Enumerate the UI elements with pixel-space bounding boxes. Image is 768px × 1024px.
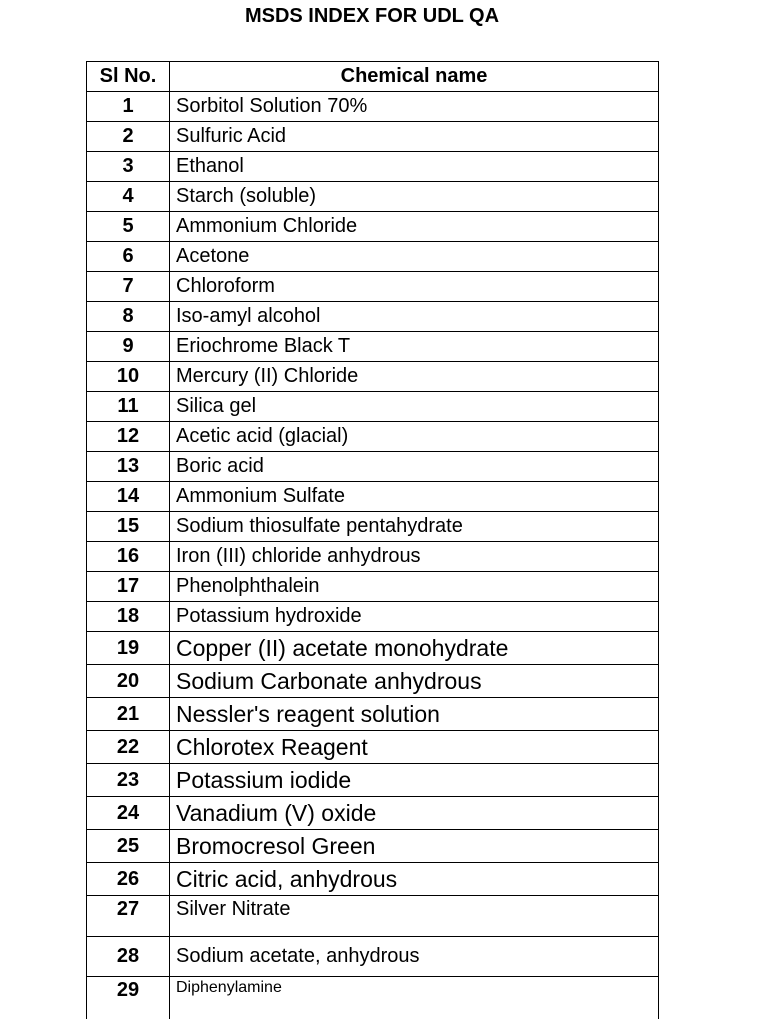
table-row bbox=[87, 937, 659, 977]
chemical-name: Ethanol bbox=[170, 152, 659, 182]
chemical-name: Mercury (II) Chloride bbox=[170, 362, 659, 392]
table-row bbox=[87, 977, 659, 1020]
chemical-name: Sorbitol Solution 70% bbox=[170, 92, 659, 122]
table-row bbox=[87, 302, 659, 332]
chemical-name: Chloroform bbox=[170, 272, 659, 302]
row-number: 1 bbox=[87, 92, 170, 122]
row-number: 11 bbox=[87, 392, 170, 422]
chemical-name: Sodium thiosulfate pentahydrate bbox=[170, 512, 659, 542]
row-number: 12 bbox=[87, 422, 170, 452]
row-number: 9 bbox=[87, 332, 170, 362]
table-row bbox=[87, 896, 659, 937]
row-number: 29 bbox=[87, 977, 170, 1020]
table-row bbox=[87, 542, 659, 572]
table-row bbox=[87, 698, 659, 731]
table-row bbox=[87, 242, 659, 272]
chemical-name: Potassium hydroxide bbox=[170, 602, 659, 632]
table-row bbox=[87, 512, 659, 542]
msds-index-table bbox=[86, 61, 659, 1019]
chemical-name: Silver Nitrate bbox=[170, 896, 659, 937]
table-row bbox=[87, 482, 659, 512]
chemical-name: Iron (III) chloride anhydrous bbox=[170, 542, 659, 572]
chemical-name: Acetic acid (glacial) bbox=[170, 422, 659, 452]
chemical-name: Starch (soluble) bbox=[170, 182, 659, 212]
chemical-name: Ammonium Sulfate bbox=[170, 482, 659, 512]
row-number: 3 bbox=[87, 152, 170, 182]
chemical-name: Nessler's reagent solution bbox=[170, 698, 659, 731]
chemical-name: Acetone bbox=[170, 242, 659, 272]
table-row bbox=[87, 830, 659, 863]
row-number: 13 bbox=[87, 452, 170, 482]
row-number: 28 bbox=[87, 937, 170, 977]
table-row bbox=[87, 272, 659, 302]
row-number: 24 bbox=[87, 797, 170, 830]
chemical-name: Eriochrome Black T bbox=[170, 332, 659, 362]
chemical-name: Sodium Carbonate anhydrous bbox=[170, 665, 659, 698]
page-title: MSDS INDEX FOR UDL QA bbox=[244, 5, 500, 27]
chemical-name: Iso-amyl alcohol bbox=[170, 302, 659, 332]
chemical-name: Citric acid, anhydrous bbox=[170, 863, 659, 896]
row-number: 17 bbox=[87, 572, 170, 602]
table-row bbox=[87, 422, 659, 452]
table-row bbox=[87, 152, 659, 182]
table-header-row bbox=[87, 62, 659, 92]
chemical-name: Potassium iodide bbox=[170, 764, 659, 797]
row-number: 27 bbox=[87, 896, 170, 937]
row-number: 15 bbox=[87, 512, 170, 542]
row-number: 26 bbox=[87, 863, 170, 896]
table-row bbox=[87, 392, 659, 422]
row-number: 4 bbox=[87, 182, 170, 212]
table-row bbox=[87, 212, 659, 242]
table-row bbox=[87, 863, 659, 896]
table-row bbox=[87, 92, 659, 122]
chemical-name: Phenolphthalein bbox=[170, 572, 659, 602]
row-number: 8 bbox=[87, 302, 170, 332]
table-row bbox=[87, 182, 659, 212]
chemical-name: Ammonium Chloride bbox=[170, 212, 659, 242]
row-number: 2 bbox=[87, 122, 170, 152]
sl-no-header: Sl No. bbox=[87, 62, 170, 92]
row-number: 6 bbox=[87, 242, 170, 272]
table-row bbox=[87, 632, 659, 665]
chemical-name: Chlorotex Reagent bbox=[170, 731, 659, 764]
table-row bbox=[87, 731, 659, 764]
table-row bbox=[87, 602, 659, 632]
row-number: 10 bbox=[87, 362, 170, 392]
chemical-name: Vanadium (V) oxide bbox=[170, 797, 659, 830]
row-number: 22 bbox=[87, 731, 170, 764]
row-number: 5 bbox=[87, 212, 170, 242]
row-number: 23 bbox=[87, 764, 170, 797]
table-row bbox=[87, 122, 659, 152]
table-row bbox=[87, 452, 659, 482]
chemical-name: Silica gel bbox=[170, 392, 659, 422]
table-row bbox=[87, 572, 659, 602]
chemical-name: Sodium acetate, anhydrous bbox=[170, 937, 659, 977]
table-row bbox=[87, 332, 659, 362]
row-number: 21 bbox=[87, 698, 170, 731]
chemical-name: Copper (II) acetate monohydrate bbox=[170, 632, 659, 665]
chemical-name: Diphenylamine bbox=[170, 977, 659, 1020]
row-number: 14 bbox=[87, 482, 170, 512]
chemical-name-header: Chemical name bbox=[170, 62, 659, 92]
table-row bbox=[87, 665, 659, 698]
chemical-name: Bromocresol Green bbox=[170, 830, 659, 863]
table-row bbox=[87, 362, 659, 392]
chemical-name: Boric acid bbox=[170, 452, 659, 482]
table-row bbox=[87, 797, 659, 830]
row-number: 16 bbox=[87, 542, 170, 572]
table-row bbox=[87, 764, 659, 797]
row-number: 7 bbox=[87, 272, 170, 302]
row-number: 19 bbox=[87, 632, 170, 665]
row-number: 18 bbox=[87, 602, 170, 632]
row-number: 25 bbox=[87, 830, 170, 863]
row-number: 20 bbox=[87, 665, 170, 698]
chemical-name: Sulfuric Acid bbox=[170, 122, 659, 152]
